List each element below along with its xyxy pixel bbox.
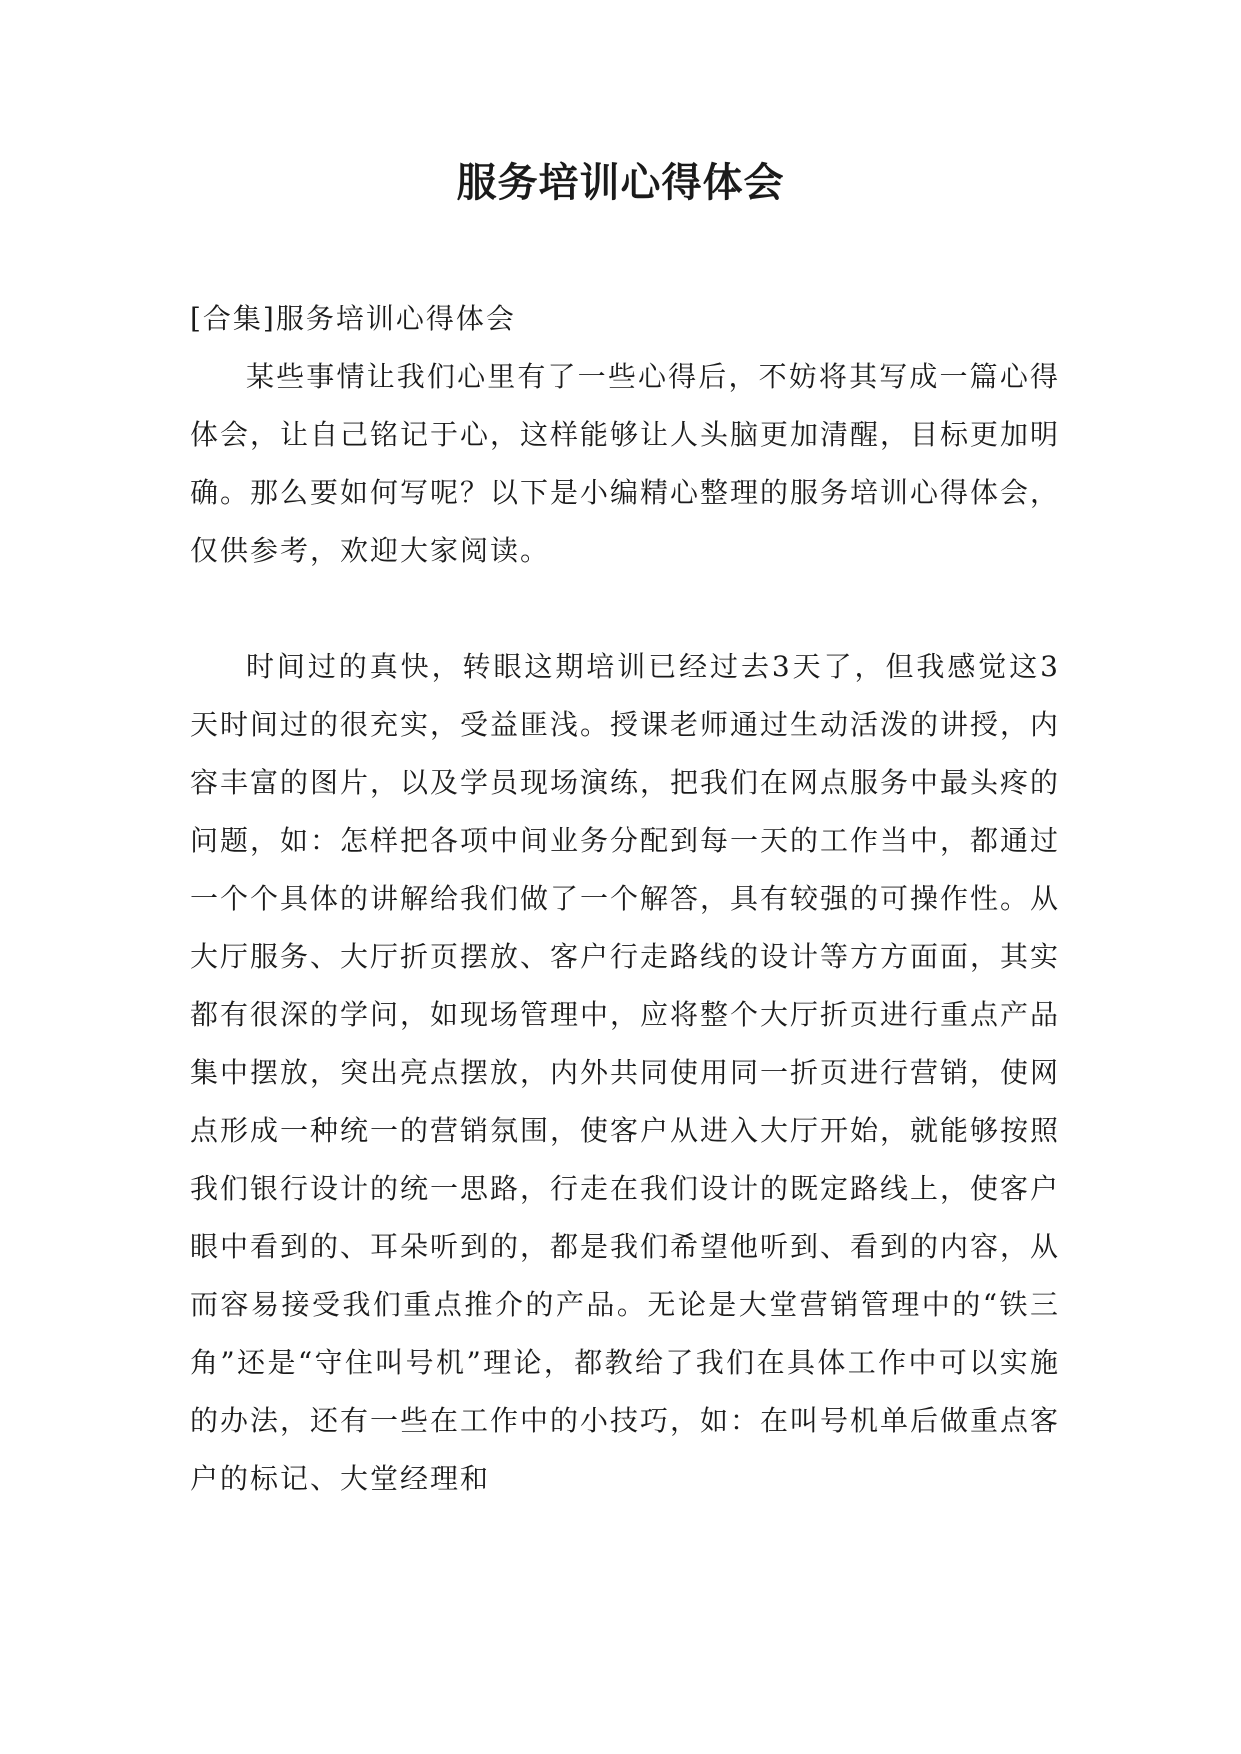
intro-paragraph: 某些事情让我们心里有了一些心得后，不妨将其写成一篇心得体会，让自己铭记于心，这样能够让人头脑更加清醒，目标更加明确。那么要如何写呢？以下是小编精心整理的服务培训心得体会，仅供参考，欢迎大家阅读。 — [190, 360, 1061, 567]
document-title: 服务培训心得体会 — [456, 159, 785, 206]
body-paragraph: 时间过的真快，转眼这期培训已经过去3天了，但我感觉这3天时间过的很充实，受益匪浅。授课老师通过生动活泼的讲授，内容丰富的图片，以及学员现场演练，把我们在网点服务中最头疼的问题，如：怎样把各项中间业务分配到每一天的工作当中，都通过一个个具体的讲解给我们做了一个解答，具有较强的可操作性。从大厅服务、大厅折页摆放、客户行走路线的设计等方方面面，其实都有很深的学问，如现场管理中，应将整个大厅折页进行重点产品集中摆放，突出亮点摆放，内外共同使用同一折页进行营销，使网点形成一种统一的营销氛围，使客户从进入大厅开始，就能够按照我们银行设计的统一思路，行走在我们设计的既定路线上，使客户眼中看到的、耳朵听到的，都是我们希望他听到、看到的内容，从而容易接受我们重点推介的产品。无论是大堂营销管理中的“铁三角”还是“守住叫号机”理论，都教给了我们在具体工作中可以实施的办法，还有一些在工作中的小技巧，如：在叫号机单后做重点客户的标记、大堂经理和 — [190, 650, 1061, 1495]
document-subtitle: [合集]服务培训心得体会 — [190, 302, 516, 335]
document-body — [190, 290, 1060, 1508]
